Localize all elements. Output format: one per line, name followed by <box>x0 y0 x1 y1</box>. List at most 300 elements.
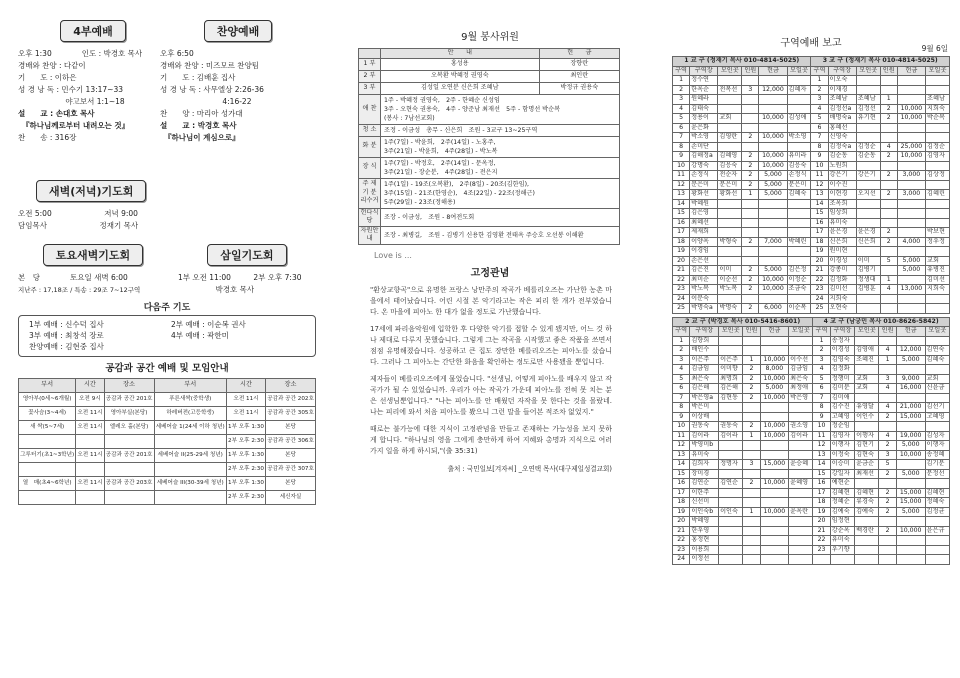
report-cell <box>855 517 879 527</box>
report-cell: 김이라 <box>690 431 719 441</box>
report-cell <box>830 555 854 565</box>
report-cell: 황화선 <box>718 190 742 200</box>
volunteer-guide: 김성일 오연분 신은희 조혜남 <box>381 82 540 94</box>
report-cell: 정순임 <box>830 422 854 432</box>
report-cell: 2 <box>879 498 896 508</box>
report-cell: 조옥희 <box>828 199 856 209</box>
report-cell: 4 <box>879 346 896 356</box>
report-cell <box>760 555 789 565</box>
report-cell: 7 <box>673 133 690 143</box>
report-cell: 배명숙a <box>828 114 856 124</box>
report-cell: 김예숙 <box>830 507 854 517</box>
report-cell <box>897 199 925 209</box>
report-cell <box>896 422 925 432</box>
report-cell: 정우정 <box>925 237 949 247</box>
report-cell: 2 <box>742 152 759 162</box>
worship4-sermon-title: 『하나님께로부터 내려오는 것』 <box>22 121 130 130</box>
volunteer-guide: 홍성용 <box>381 58 540 70</box>
report-cell: 12 <box>813 441 830 451</box>
report-cell <box>787 294 811 304</box>
report-cell: 21,000 <box>896 403 925 413</box>
report-cell <box>789 536 813 546</box>
report-cell <box>719 450 743 460</box>
report-cell: 2 <box>880 171 897 181</box>
report-cell <box>925 209 949 219</box>
report-col-header: 모일곳 <box>787 66 811 76</box>
report-cell: 박혜린 <box>787 237 811 247</box>
report-cell: 고혜영 <box>830 412 854 422</box>
report-cell <box>760 412 789 422</box>
report-cell <box>880 209 897 219</box>
report-cell: 신윤금 <box>925 384 949 394</box>
volunteer-detail: 조정 - 이금성 총무 - 신은희 조원 - 3교구 13~25구역 <box>381 124 620 136</box>
report-cell: 22 <box>673 536 690 546</box>
report-cell: 2 <box>879 469 896 479</box>
report-cell: 13 <box>673 190 690 200</box>
volunteer-row <box>359 208 620 226</box>
praise-sermon-title: 『하나님이 계심으로』 <box>164 133 240 142</box>
space-header: 장소 <box>104 379 154 393</box>
report-cell: 22 <box>813 536 830 546</box>
report-cell: 5,000 <box>759 190 787 200</box>
report-cell: 7,000 <box>759 237 787 247</box>
report-cell <box>718 104 742 114</box>
report-cell: 16,000 <box>896 384 925 394</box>
report-cell: 이미 <box>856 256 880 266</box>
report-cell: 백경란 <box>855 526 879 536</box>
report-cell: 5,000 <box>896 441 925 451</box>
report-row <box>673 393 950 403</box>
report-cell <box>743 346 760 356</box>
report-cell: 송정자 <box>830 336 854 346</box>
report-row <box>673 209 950 219</box>
report-cell: 9 <box>813 412 830 422</box>
volunteer-offering: 최인란 <box>539 70 619 82</box>
report-cell <box>880 199 897 209</box>
report-cell: 15,000 <box>896 412 925 422</box>
report-cell: 김성애 <box>787 114 811 124</box>
report-cell: 10 <box>673 422 690 432</box>
report-cell: 김은해 <box>719 384 743 394</box>
report-cell: 10 <box>813 422 830 432</box>
volunteer-row <box>359 136 620 157</box>
report-cell <box>925 76 949 86</box>
report-cell: 김이라 <box>789 431 813 441</box>
right-column <box>672 0 950 568</box>
report-cell: 김혜영 <box>718 152 742 162</box>
report-cell: 전순자 <box>718 171 742 181</box>
volunteer-row <box>359 82 620 94</box>
report-cell <box>897 133 925 143</box>
space-cell <box>76 462 104 476</box>
report-cell: 12,000 <box>759 85 787 95</box>
report-cell: 5 <box>673 374 690 384</box>
essay-paragraph: 제자들이 베를리오즈에게 물었습니다. "선생님, 어떻게 피아노를 배우지 않고 작곡가가 될 수 있었습니까. 우리가 아는 작곡가 가운데 피아노를 전혀 못 치는 분은 선생님뿐입니다." "나는 피아노를 안 배웠던 자작을 못 한다는 것을 몰랐네. 나는 피리에 와서 처음 피아노를 봤으니 그런 말을 들어본 적조차 없었지." <box>370 374 612 416</box>
report-cell <box>925 304 949 314</box>
report-cell: 5,000 <box>760 384 789 394</box>
report-cell: 14 <box>673 460 690 470</box>
report-cell: 윤은규 <box>925 526 949 536</box>
report-cell <box>856 304 880 314</box>
report-cell: 1 <box>879 355 896 365</box>
report-cell: 8 <box>813 403 830 413</box>
report-row <box>673 479 950 489</box>
report-cell <box>719 545 743 555</box>
report-row <box>673 304 950 314</box>
report-cell: 2 <box>743 365 760 375</box>
report-cell: 3 <box>813 355 830 365</box>
worship4-line: 야고보서 1:1~18 <box>18 97 125 106</box>
report-cell <box>896 460 925 470</box>
volunteer-detail: 1주(7일) - 박정호, 2주(14일) - 문옥정, 3주(21일) - 장순분, 4주(28일) - 전은지 <box>381 157 620 178</box>
report-cell: 20 <box>811 256 828 266</box>
report-cell: 2 <box>880 152 897 162</box>
report-cell: 윤은경 <box>856 228 880 238</box>
report-cell <box>856 85 880 95</box>
report-row <box>673 488 950 498</box>
worship4-line: 오후 1:30 인도 : 박경호 목사 <box>18 49 143 58</box>
report-cell: 25,000 <box>897 142 925 152</box>
report-cell <box>880 161 897 171</box>
report-cell: 4 <box>673 365 690 375</box>
report-table <box>672 56 950 314</box>
space-cell: 2부 오후 2:30 <box>226 490 265 504</box>
report-cell: 원혜라 <box>690 95 718 105</box>
report-col-header: 구역 <box>673 66 690 76</box>
report-cell <box>925 199 949 209</box>
report-cell: 3 <box>811 95 828 105</box>
report-cell: 오현숙 <box>828 304 856 314</box>
report-cell: 윤은화 <box>690 123 718 133</box>
report-cell: 5 <box>880 256 897 266</box>
report-cell <box>719 555 743 565</box>
report-col-header: 인원 <box>879 327 896 337</box>
report-cell: 25 <box>673 304 690 314</box>
report-cell: 10 <box>811 161 828 171</box>
report-cell: 이순선 <box>718 275 742 285</box>
report-cell: 5,000 <box>897 266 925 276</box>
report-cell <box>760 336 789 346</box>
report-cell: 박소영 <box>787 133 811 143</box>
report-cell <box>787 104 811 114</box>
report-cell: 1 <box>673 336 690 346</box>
essay-body <box>370 285 612 457</box>
report-cell: 김연숙 <box>925 346 949 356</box>
report-cell <box>897 85 925 95</box>
space-header: 장소 <box>266 379 316 393</box>
report-cell: 21 <box>673 266 690 276</box>
report-cell <box>742 294 759 304</box>
report-cell: 1 <box>743 507 760 517</box>
report-cell: 홍정현 <box>690 536 719 546</box>
report-col-header: 인원 <box>743 327 760 337</box>
report-cell: 김상정 <box>925 171 949 181</box>
space-cell <box>104 462 154 476</box>
report-row <box>673 152 950 162</box>
space-cell: 세베어슬 1(24세 이하 청년) <box>154 420 226 434</box>
report-row <box>673 133 950 143</box>
report-cell: 6,000 <box>759 304 787 314</box>
report-cell: 6 <box>811 123 828 133</box>
report-row <box>673 555 950 565</box>
report-cell: 홍혜선 <box>828 123 856 133</box>
report-cell: 김현동 <box>719 393 743 403</box>
report-row <box>673 114 950 124</box>
report-cell: 2 <box>743 393 760 403</box>
praise-line: 4:16-22 <box>160 97 252 106</box>
report-cell <box>760 469 789 479</box>
report-cell: 23 <box>673 545 690 555</box>
report-cell: 8 <box>811 142 828 152</box>
space-cell: 공감과 공간 307호 <box>266 462 316 476</box>
report-cell <box>925 517 949 527</box>
space-row <box>19 392 316 406</box>
report-cell <box>787 218 811 228</box>
space-cell: 세신자실 <box>266 490 316 504</box>
report-cell: 최정애 <box>789 384 813 394</box>
report-cell: 김영자 <box>925 152 949 162</box>
space-header: 부서 <box>19 379 76 393</box>
report-cell: 손미단 <box>690 142 718 152</box>
report-cell <box>925 123 949 133</box>
report-cell: 16 <box>673 218 690 228</box>
volunteer-row <box>359 124 620 136</box>
report-cell: 김현숙 <box>855 450 879 460</box>
essay-title: 고정관념 <box>470 267 510 279</box>
report-cell: 6 <box>673 123 690 133</box>
report-cell <box>855 393 879 403</box>
report-cell: 9,000 <box>896 374 925 384</box>
report-cell <box>789 545 813 555</box>
report-cell <box>925 294 949 304</box>
report-cell: 10,000 <box>759 285 787 295</box>
report-cell: 22 <box>811 275 828 285</box>
report-col-header: 모인곳 <box>718 66 742 76</box>
space-cell <box>104 434 154 448</box>
report-cell <box>743 403 760 413</box>
report-cell: 15,000 <box>896 498 925 508</box>
report-cell: 박은미 <box>690 403 719 413</box>
report-cell: 23 <box>813 545 830 555</box>
report-cell: 교회 <box>718 114 742 124</box>
report-cell: 신은희 <box>828 237 856 247</box>
report-col-header: 모인곳 <box>856 66 880 76</box>
dawn-title: 새벽(저녁)기도회 <box>36 180 146 202</box>
report-cell <box>880 294 897 304</box>
praise-sermon: 설 교 : 박경호 목사 <box>160 121 237 130</box>
space-cell: 공감과 공간 306호 <box>266 434 316 448</box>
report-cell: 15 <box>813 469 830 479</box>
report-cell: 5 <box>811 114 828 124</box>
report-cell <box>879 555 896 565</box>
praise-line: 오후 6:50 <box>160 49 194 58</box>
volunteer-table <box>358 48 620 245</box>
report-cell: 김향희 <box>690 336 719 346</box>
report-cell: 최재선 <box>855 469 879 479</box>
report-cell: 이경성 <box>830 346 854 356</box>
report-cell: 제재희 <box>690 228 718 238</box>
report-row <box>673 171 950 181</box>
report-cell <box>897 247 925 257</box>
report-cell <box>787 142 811 152</box>
space-cell: 1부 오후 1:30 <box>226 420 265 434</box>
space-row <box>19 462 316 476</box>
report-row <box>673 498 950 508</box>
report-cell: 10,000 <box>759 161 787 171</box>
report-cell: 1 <box>813 336 830 346</box>
essay-paragraph: "환상교향곡"으로 유명한 프랑스 낭만주의 작곡가 베를리오즈는 가난한 농촌 마을에서 태어났습니다. 어린 시절 본 악기라고는 작은 피리 한 개가 전부였습니다. 온 마을에 피아노 한 대가 없을 정도로 가난했습니다. <box>370 285 612 316</box>
space-cell: 새 싹(5~7세) <box>19 420 76 434</box>
volunteer-label: 화 분 <box>359 136 381 157</box>
space-row <box>19 434 316 448</box>
report-cell: 2 <box>879 441 896 451</box>
report-row <box>673 412 950 422</box>
worship4-lines <box>18 48 168 108</box>
report-cell: 17 <box>673 228 690 238</box>
report-cell <box>742 76 759 86</box>
report-cell: 유미라 <box>787 152 811 162</box>
report-cell: 4 <box>811 104 828 114</box>
space-cell: 본당 <box>266 420 316 434</box>
report-cell: 유병진 <box>925 266 949 276</box>
report-cell <box>787 228 811 238</box>
report-cell: 정생대 <box>856 275 880 285</box>
report-cell: 1 <box>673 76 690 86</box>
report-cell <box>789 488 813 498</box>
report-cell: 이정선 <box>690 555 719 565</box>
report-cell <box>718 247 742 257</box>
report-cell <box>743 469 760 479</box>
report-row <box>673 190 950 200</box>
report-row <box>673 199 950 209</box>
report-cell: 유미숙 <box>828 218 856 228</box>
report-cell <box>742 228 759 238</box>
report-cell: 3 <box>673 355 690 365</box>
report-cell: 16 <box>813 479 830 489</box>
report-col-header: 구역장 <box>830 327 854 337</box>
report-cell: 2 <box>743 384 760 394</box>
report-cell <box>880 123 897 133</box>
report-cell: 20 <box>813 517 830 527</box>
report-cell <box>743 555 760 565</box>
report-cell: 10,000 <box>760 422 789 432</box>
report-cell: 이용희 <box>690 545 719 555</box>
report-cell: 10,000 <box>897 152 925 162</box>
report-cell: 박혜원 <box>690 199 718 209</box>
report-cell: 7 <box>673 393 690 403</box>
report-cell: 15 <box>811 209 828 219</box>
report-cell: 김태숙 <box>690 104 718 114</box>
report-cell <box>718 76 742 86</box>
report-cell: 19 <box>811 247 828 257</box>
report-cell: 김혜현 <box>855 488 879 498</box>
report-cell <box>925 393 949 403</box>
report-cell <box>880 85 897 95</box>
report-cell <box>925 422 949 432</box>
report-cell: 11 <box>673 171 690 181</box>
report-cell: 9 <box>673 152 690 162</box>
space-row <box>19 406 316 420</box>
space-cell <box>76 490 104 504</box>
report-left-title: 2 교 구 (박경호 목사 010-5416-8601) <box>673 317 813 327</box>
report-cell: 2 <box>743 422 760 432</box>
report-cell: 15,000 <box>760 460 789 470</box>
report-cell: 5,000 <box>896 469 925 479</box>
report-row <box>673 431 950 441</box>
essay-paragraph: 17세에 파리음악원에 입학한 후 다양한 악기를 접할 수 있게 됐지만, 어느 것 하나 제대로 다루지 못했습니다. 그렇게 그는 작곡을 시작했고 좋은 작품을 쓰면서 점점 유명해졌습니다. 성공하고 큰 집도 장만한 베를리오즈는 피아노를 샀습니다. 그러나 그 피아노는 간단한 화음을 확인하는 정도로만 사용됐을 뿐입니다. <box>370 324 612 366</box>
report-col-headers <box>673 66 950 76</box>
report-row <box>673 104 950 114</box>
report-cell: 10,000 <box>759 152 787 162</box>
space-cell: 그루터기(초1~3학년) <box>19 448 76 462</box>
report-cell <box>856 209 880 219</box>
report-cell <box>759 247 787 257</box>
report-cell <box>856 123 880 133</box>
report-cell: 최은숙 <box>690 374 719 384</box>
third-line-1: 1부 오전 11:00 2부 오후 7:30 <box>178 273 302 282</box>
report-cell: 신선미 <box>690 498 719 508</box>
report-row <box>673 256 950 266</box>
report-cell: 2 <box>742 171 759 181</box>
report-row <box>673 218 950 228</box>
report-cell: 강종미 <box>828 266 856 276</box>
volunteer-detail: 1주(1일) - 19조(오복환), 2주(8일) - 20조(김한임), 3주(15일) - 21조(한영순), 4조(22일) - 22조(정해근) 5주(29일) - 23조(정해용) <box>381 178 620 208</box>
report-row <box>673 285 950 295</box>
report-col-header: 인원 <box>880 66 897 76</box>
report-cell: 김정숙a <box>828 142 856 152</box>
report-tables <box>672 56 950 565</box>
report-cell <box>760 545 789 555</box>
report-cell: 3 <box>879 450 896 460</box>
report-cell: 김정화 <box>828 275 856 285</box>
praise-section <box>160 0 316 144</box>
report-cell: 손정식 <box>787 171 811 181</box>
space-cell: 열 매(초4~6학년) <box>19 476 76 490</box>
report-cell <box>897 304 925 314</box>
report-cell: 10,000 <box>760 374 789 384</box>
report-cell: 윤혜영 <box>789 479 813 489</box>
space-cell: 오전 11시 <box>226 406 265 420</box>
third-section <box>178 244 316 296</box>
report-cell <box>897 218 925 228</box>
report-cell: 정혜순 <box>830 498 854 508</box>
report-cell: 8 <box>673 403 690 413</box>
space-cell: 영아부실(본당) <box>104 406 154 420</box>
report-cell <box>743 336 760 346</box>
report-cell: 5,000 <box>759 180 787 190</box>
report-row <box>673 180 950 190</box>
space-cell: 오전 11시 <box>76 406 104 420</box>
report-cell: 정용이 <box>690 114 718 124</box>
report-cell: 6 <box>813 384 830 394</box>
report-cell <box>759 123 787 133</box>
report-cell: 한옥순 <box>690 85 718 95</box>
report-cell: 배인수 <box>690 346 719 356</box>
report-col-header: 인원 <box>742 66 759 76</box>
report-cell <box>742 247 759 257</box>
space-cell: 2부 오후 2:30 <box>226 434 265 448</box>
report-cell: 우기향 <box>830 545 854 555</box>
report-cell: 24 <box>811 294 828 304</box>
report-cell: 신은희 <box>856 237 880 247</box>
report-cell <box>742 114 759 124</box>
volunteer-head-offering: 헌 금 <box>539 49 619 59</box>
report-cell <box>789 336 813 346</box>
report-cell <box>855 365 879 375</box>
report-cell: 정수연 <box>690 76 718 86</box>
essay-source: 출처 : 국민일보[겨자씨] _오연택 목사(대구제일성결교회) <box>447 464 612 473</box>
report-cell: 4 <box>880 142 897 152</box>
